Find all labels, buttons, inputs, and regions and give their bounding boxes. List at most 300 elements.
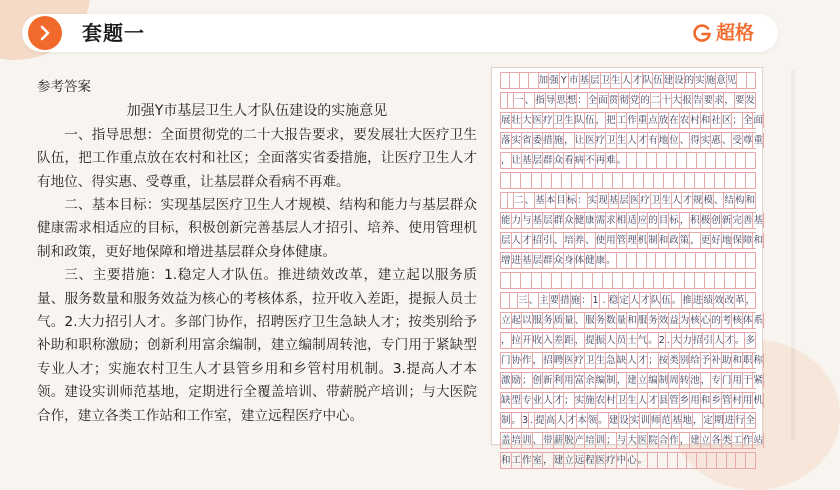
grid-cell: 让 bbox=[574, 135, 585, 146]
grid-cell: 难 bbox=[606, 155, 616, 166]
grid-cell: 富 bbox=[574, 375, 585, 386]
grid-cell: 给 bbox=[690, 355, 700, 366]
grid-cell bbox=[529, 73, 538, 88]
grid-cell: 招 bbox=[692, 335, 703, 346]
grid-row bbox=[500, 452, 756, 469]
grid-cell: ， bbox=[595, 115, 606, 126]
grid-cell: 乡 bbox=[679, 395, 690, 406]
grid-cell: 措 bbox=[543, 135, 553, 146]
grid-cell bbox=[603, 173, 613, 188]
grid-cell: 措 bbox=[560, 295, 570, 306]
grid-cell: 建 bbox=[690, 435, 700, 446]
grid-cell: 众 bbox=[553, 255, 564, 266]
grid-cell: 门 bbox=[721, 375, 732, 386]
grid-cell: 稳 bbox=[608, 295, 619, 306]
grid-cell: 核 bbox=[690, 315, 700, 326]
grid-cell: 施 bbox=[570, 295, 581, 306]
grid-cell: 政 bbox=[669, 235, 679, 246]
grid-cell: 激 bbox=[501, 375, 511, 386]
grid-cell: 人 bbox=[543, 395, 553, 406]
grid-cell bbox=[644, 173, 654, 188]
grid-cell: 卫 bbox=[600, 75, 611, 86]
grid-cell: 创 bbox=[711, 215, 721, 226]
grid-cell: 实 bbox=[587, 195, 598, 206]
grid-cell bbox=[697, 453, 707, 468]
grid-cell: ； bbox=[732, 115, 742, 126]
grid-cell: 疗 bbox=[606, 455, 616, 466]
grid-cell: 立 bbox=[501, 315, 511, 326]
grid-cell bbox=[726, 153, 736, 168]
grid-cell: 生 bbox=[564, 115, 574, 126]
grid-cell bbox=[501, 293, 510, 308]
grid-cell: 别 bbox=[679, 355, 690, 366]
grid-cell: 各 bbox=[711, 435, 721, 446]
grid-cell: 与 bbox=[616, 435, 627, 446]
grid-cell: 看 bbox=[564, 155, 574, 166]
grid-cell: 区 bbox=[721, 115, 732, 126]
grid-cell: 作 bbox=[669, 435, 679, 446]
grid-cell: ， bbox=[724, 95, 734, 106]
grid-cell: 重 bbox=[753, 135, 763, 146]
grid-cell: 用 bbox=[732, 375, 742, 386]
grid-cell: 入 bbox=[543, 335, 553, 346]
grid-cell: 。 bbox=[734, 335, 745, 346]
grid-cell: 量 bbox=[564, 315, 574, 326]
page-title: 套题一 bbox=[82, 21, 145, 45]
grid-cell: 实 bbox=[695, 75, 705, 86]
grid-cell: ， bbox=[501, 335, 511, 346]
grid-cell bbox=[552, 273, 562, 288]
grid-cell: 和 bbox=[700, 115, 711, 126]
grid-cell: 现 bbox=[598, 195, 608, 206]
grid-cell: 、 bbox=[524, 195, 535, 206]
grid-row bbox=[500, 72, 756, 89]
grid-cell: 才 bbox=[566, 415, 577, 426]
grid-cell: 高 bbox=[545, 415, 556, 426]
grid-cell bbox=[668, 453, 678, 468]
grid-cell: 身 bbox=[564, 255, 574, 266]
grid-cell bbox=[572, 273, 582, 288]
grid-cell: 疗 bbox=[543, 115, 553, 126]
grid-cell: 施 bbox=[553, 135, 564, 146]
grid-cell: 提 bbox=[535, 415, 545, 426]
grid-cell: 用 bbox=[606, 235, 616, 246]
grid-cell: 以 bbox=[522, 315, 532, 326]
grid-cell: 产 bbox=[574, 435, 585, 446]
grid-cell: 工 bbox=[511, 455, 522, 466]
grid-cell: 标 bbox=[669, 215, 679, 226]
grid-cell bbox=[737, 73, 746, 88]
grid-cell: 队 bbox=[574, 115, 585, 126]
grid-cell: 地 bbox=[682, 415, 692, 426]
grid-cell: 生 bbox=[616, 135, 627, 146]
grid-cell: 室 bbox=[532, 455, 543, 466]
grid-cell: 人 bbox=[629, 295, 640, 306]
grid-cell: 才 bbox=[522, 235, 532, 246]
grid-cell bbox=[674, 273, 684, 288]
grid-cell bbox=[510, 73, 519, 88]
grid-cell: 适 bbox=[627, 215, 637, 226]
grid-cell bbox=[687, 153, 697, 168]
grid-cell: 编 bbox=[648, 375, 658, 386]
grid-cell bbox=[706, 153, 716, 168]
grid-cell: 健 bbox=[585, 255, 595, 266]
grid-cell: 训 bbox=[640, 415, 650, 426]
grid-cell: 作 bbox=[742, 435, 753, 446]
grid-cell: 贯 bbox=[608, 95, 619, 106]
grid-row bbox=[500, 332, 756, 349]
grid-cell: 、 bbox=[532, 435, 543, 446]
scrollbar[interactable] bbox=[791, 70, 795, 440]
grid-cell: 医 bbox=[564, 355, 574, 366]
grid-cell: 导 bbox=[545, 95, 556, 106]
grid-cell: 管 bbox=[616, 235, 627, 246]
grid-cell bbox=[501, 93, 508, 108]
answer-grid bbox=[500, 72, 763, 472]
grid-row bbox=[500, 292, 756, 309]
grid-cell: 卫 bbox=[616, 395, 627, 406]
grid-cell bbox=[508, 93, 515, 108]
grid-cell: 人 bbox=[606, 335, 616, 346]
grid-cell: 相 bbox=[616, 215, 627, 226]
grid-cell bbox=[695, 173, 705, 188]
grid-cell: 提 bbox=[585, 335, 595, 346]
grid-cell: 服 bbox=[585, 315, 595, 326]
grid-row bbox=[500, 112, 763, 129]
grid-cell bbox=[736, 153, 746, 168]
grid-cell: ， bbox=[543, 455, 553, 466]
grid-cell: 用 bbox=[742, 395, 753, 406]
grid-cell: 壮 bbox=[511, 115, 522, 126]
grid-cell: 农 bbox=[679, 115, 690, 126]
grid-cell: 核 bbox=[732, 315, 742, 326]
grid-cell: 用 bbox=[564, 375, 574, 386]
grid-cell: 培 bbox=[564, 235, 574, 246]
grid-cell: 二 bbox=[514, 195, 524, 206]
grid-cell: ： bbox=[581, 295, 591, 306]
grid-cell bbox=[637, 253, 647, 268]
grid-cell: 卫 bbox=[553, 115, 564, 126]
grid-cell: 生 bbox=[627, 395, 637, 406]
grid-cell bbox=[746, 273, 756, 288]
grid-cell: 建 bbox=[627, 375, 637, 386]
grid-cell bbox=[637, 153, 647, 168]
document-title: 加强Y市基层卫生人才队伍建设的实施意见 bbox=[126, 103, 388, 120]
grid-cell: 多 bbox=[745, 335, 755, 346]
grid-cell: 差 bbox=[553, 335, 564, 346]
paragraph-main-measures: 三、主要措施：1.稳定人才队伍。推进绩效改革，建立起以服务质量、服务数量和服务效益为核心的考核体系，拉开收入差距，提振人员士气。2.大力招引人才。多部门协作，招聘医疗卫生急缺人才；按类别给予补助和职称激励；创新利用富余编制，建立编制周转池，专门用于紧缺型专业人才；实施农村卫生人才县管乡用和乡管村用机制。3.提高人才本领。建设实训师范基地，定期进行全覆盖培训、带薪脱产培训；与大医院合作，建立各类工作站和工作室，建立远程医疗中心。 bbox=[37, 267, 477, 424]
grid-cell bbox=[705, 273, 715, 288]
grid-cell bbox=[746, 453, 756, 468]
grid-cell: 面 bbox=[598, 95, 608, 106]
grid-cell: 才 bbox=[637, 135, 648, 146]
grid-cell: 管 bbox=[669, 395, 679, 406]
grid-cell bbox=[603, 273, 613, 288]
grid-cell: 、 bbox=[524, 95, 535, 106]
grid-cell: 职 bbox=[742, 355, 753, 366]
grid-cell: 合 bbox=[658, 435, 669, 446]
grid-cell: 善 bbox=[742, 215, 753, 226]
grid-cell: 省 bbox=[522, 135, 532, 146]
grid-row bbox=[500, 392, 763, 409]
grid-cell: 卫 bbox=[585, 355, 595, 366]
grid-cell bbox=[521, 273, 531, 288]
grid-cell: 力 bbox=[682, 335, 692, 346]
grid-cell: 进 bbox=[692, 295, 703, 306]
grid-cell bbox=[706, 253, 716, 268]
grid-cell bbox=[725, 273, 735, 288]
grid-cell: 气 bbox=[637, 335, 648, 346]
grid-cell bbox=[647, 253, 657, 268]
grid-cell: 转 bbox=[679, 375, 690, 386]
grid-cell: 基 bbox=[753, 215, 763, 226]
grid-cell: 委 bbox=[532, 135, 543, 146]
grid-cell: 效 bbox=[658, 315, 669, 326]
grid-cell bbox=[634, 173, 644, 188]
grid-cell bbox=[542, 173, 552, 188]
grid-cell: 拉 bbox=[511, 335, 522, 346]
grid-cell: ， bbox=[564, 135, 574, 146]
grid-cell: 建 bbox=[553, 455, 564, 466]
grid-cell: 展 bbox=[501, 115, 511, 126]
grid-cell: 求 bbox=[606, 215, 616, 226]
grid-cell: 工 bbox=[732, 435, 742, 446]
grid-cell: 基 bbox=[522, 255, 532, 266]
grid-row bbox=[500, 132, 763, 149]
grid-cell: 再 bbox=[595, 155, 606, 166]
grid-cell: 医 bbox=[585, 135, 595, 146]
grid-cell: 予 bbox=[700, 355, 711, 366]
grid-cell: 。 bbox=[598, 415, 608, 426]
grid-cell: 目 bbox=[556, 195, 566, 206]
reference-answer-label: 参考答案 bbox=[37, 79, 91, 95]
grid-cell: 、 bbox=[585, 235, 595, 246]
grid-cell: 队 bbox=[650, 295, 661, 306]
chevron-right-button[interactable] bbox=[28, 16, 62, 50]
grid-cell: 点 bbox=[648, 115, 658, 126]
grid-cell: 加 bbox=[538, 75, 549, 86]
grid-cell: 群 bbox=[553, 215, 564, 226]
grid-cell: 位 bbox=[669, 135, 679, 146]
grid-cell: 十 bbox=[661, 95, 671, 106]
grid-cell: 告 bbox=[692, 95, 703, 106]
grid-cell: 进 bbox=[511, 255, 522, 266]
grid-cell: 层 bbox=[532, 255, 543, 266]
grid-cell: ， bbox=[616, 375, 627, 386]
grid-cell: 模 bbox=[703, 195, 713, 206]
grid-cell: 招 bbox=[543, 355, 553, 366]
grid-cell bbox=[654, 273, 664, 288]
grid-cell: 的 bbox=[711, 315, 721, 326]
grid-cell: 和 bbox=[658, 235, 669, 246]
grid-cell bbox=[657, 153, 667, 168]
grid-cell: 立 bbox=[564, 455, 574, 466]
grid-cell: 意 bbox=[716, 75, 726, 86]
grid-cell: 务 bbox=[595, 315, 606, 326]
grid-cell: 开 bbox=[522, 335, 532, 346]
grid-cell: Y bbox=[560, 73, 569, 88]
grid-cell: 和 bbox=[732, 355, 742, 366]
grid-cell: 紧 bbox=[753, 375, 763, 386]
grid-cell bbox=[727, 453, 737, 468]
grid-cell: 余 bbox=[585, 375, 595, 386]
grid-cell bbox=[583, 273, 593, 288]
grid-cell bbox=[562, 273, 572, 288]
grid-cell bbox=[715, 273, 725, 288]
grid-cell bbox=[562, 173, 572, 188]
grid-cell: 作 bbox=[522, 355, 532, 366]
grid-cell bbox=[520, 73, 529, 88]
grid-cell bbox=[736, 173, 746, 188]
grid-cell: 院 bbox=[648, 435, 658, 446]
grid-cell: 康 bbox=[595, 255, 606, 266]
grid-cell: 医 bbox=[637, 435, 648, 446]
grid-cell: 极 bbox=[700, 215, 711, 226]
grid-cell: 地 bbox=[721, 235, 732, 246]
grid-cell: 推 bbox=[682, 295, 692, 306]
grid-cell: 师 bbox=[650, 415, 661, 426]
grid-cell: 本 bbox=[577, 415, 587, 426]
grid-cell bbox=[623, 173, 633, 188]
grid-cell: 层 bbox=[532, 155, 543, 166]
grid-cell: 康 bbox=[585, 215, 595, 226]
grid-cell: 众 bbox=[564, 215, 574, 226]
grid-cell: 生 bbox=[611, 75, 621, 86]
grid-cell: 类 bbox=[721, 435, 732, 446]
grid-cell: 进 bbox=[724, 415, 734, 426]
grid-cell: ， bbox=[532, 355, 543, 366]
grid-cell: . bbox=[529, 413, 535, 428]
grid-row bbox=[500, 312, 763, 329]
grid-cell bbox=[736, 253, 746, 268]
grid-cell: 。 bbox=[511, 415, 522, 426]
grid-cell: 才 bbox=[682, 195, 692, 206]
grid-cell: . bbox=[600, 293, 609, 308]
grid-cell: 3 bbox=[522, 415, 529, 426]
grid-cell: 的 bbox=[684, 75, 695, 86]
grid-cell: 设 bbox=[619, 415, 629, 426]
grid-row bbox=[500, 352, 763, 369]
grid-cell: 更 bbox=[700, 235, 711, 246]
grid-cell: 要 bbox=[703, 95, 713, 106]
grid-cell: 于 bbox=[742, 375, 753, 386]
grid-cell: 伍 bbox=[661, 295, 671, 306]
grid-cell: 脱 bbox=[564, 435, 574, 446]
grid-row bbox=[500, 252, 756, 269]
grid-cell: 制 bbox=[648, 235, 658, 246]
grid-cell: 全 bbox=[745, 415, 755, 426]
grid-cell: 放 bbox=[658, 115, 669, 126]
grid-cell: 带 bbox=[543, 435, 553, 446]
grid-cell: 市 bbox=[568, 75, 579, 86]
grid-cell: 利 bbox=[553, 375, 564, 386]
grid-cell: 实 bbox=[574, 395, 585, 406]
grid-cell: 薪 bbox=[553, 435, 564, 446]
grid-row bbox=[500, 232, 763, 249]
grid-cell: 称 bbox=[753, 355, 763, 366]
grid-cell: 实 bbox=[511, 135, 522, 146]
grid-cell: . bbox=[666, 333, 672, 348]
grid-cell: 聘 bbox=[553, 355, 564, 366]
grid-cell: 保 bbox=[732, 235, 742, 246]
grid-cell: 能 bbox=[501, 215, 511, 226]
grid-cell bbox=[695, 273, 705, 288]
grid-cell: 按 bbox=[658, 355, 669, 366]
grid-cell bbox=[687, 453, 697, 468]
grid-cell: ， bbox=[745, 295, 756, 306]
grid-cell: 才 bbox=[637, 355, 648, 366]
grid-cell bbox=[532, 173, 542, 188]
grid-cell: 用 bbox=[690, 395, 700, 406]
grid-cell: 服 bbox=[532, 315, 543, 326]
grid-cell bbox=[697, 153, 707, 168]
grid-cell: 。 bbox=[671, 295, 682, 306]
grid-cell: 基 bbox=[535, 195, 545, 206]
grid-cell bbox=[746, 253, 756, 268]
grid-cell: 基 bbox=[579, 75, 590, 86]
answer-sheet-image bbox=[491, 67, 763, 466]
grid-cell: 、 bbox=[721, 135, 732, 146]
grid-cell: 。 bbox=[648, 335, 658, 346]
grid-cell: 设 bbox=[674, 75, 684, 86]
grid-row bbox=[500, 372, 763, 389]
grid-cell: 1 bbox=[592, 295, 599, 306]
grid-cell: 2 bbox=[658, 335, 665, 346]
grid-cell bbox=[725, 173, 735, 188]
grid-cell: 引 bbox=[703, 335, 713, 346]
grid-cell: 需 bbox=[595, 215, 606, 226]
grid-cell: 本 bbox=[545, 195, 556, 206]
grid-cell: 才 bbox=[724, 335, 734, 346]
grid-cell bbox=[654, 173, 664, 188]
grid-cell: 心 bbox=[627, 455, 637, 466]
grid-row bbox=[500, 92, 756, 109]
grid-cell bbox=[501, 273, 511, 288]
grid-cell: ， bbox=[700, 375, 711, 386]
grid-cell: 人 bbox=[627, 135, 637, 146]
grid-cell: 中 bbox=[616, 455, 627, 466]
grid-cell: 质 bbox=[553, 315, 564, 326]
grid-cell: 养 bbox=[574, 235, 585, 246]
grid-cell: 基 bbox=[522, 155, 532, 166]
grid-cell: 村 bbox=[606, 395, 616, 406]
grid-cell: 才 bbox=[553, 395, 564, 406]
grid-cell: 大 bbox=[671, 95, 682, 106]
grid-cell: 人 bbox=[671, 195, 682, 206]
grid-cell: 应 bbox=[637, 215, 648, 226]
grid-cell: 人 bbox=[637, 395, 648, 406]
grid-cell: 。 bbox=[606, 255, 616, 266]
grid-cell bbox=[674, 173, 684, 188]
grid-cell: 不 bbox=[585, 155, 595, 166]
grid-cell: 疗 bbox=[574, 355, 585, 366]
grid-cell: 目 bbox=[658, 215, 669, 226]
grid-cell: 训 bbox=[595, 435, 606, 446]
grid-cell: 建 bbox=[608, 415, 619, 426]
paragraph-basic-goal: 二、基本目标：实现基层医疗卫生人才规模、结构和能力与基层群众健康需求相适应的目标，积极创新完善基层人才招引、培养、使用管理机制和政策，更好地保障和增进基层群众身体健康。 bbox=[37, 197, 477, 260]
grid-cell: 实 bbox=[629, 415, 640, 426]
grid-cell: ： bbox=[577, 95, 587, 106]
grid-cell: 、 bbox=[713, 195, 724, 206]
grid-cell: 策 bbox=[679, 235, 690, 246]
grid-cell: 业 bbox=[532, 395, 543, 406]
grid-cell: 盖 bbox=[501, 435, 511, 446]
grid-cell: 大 bbox=[522, 115, 532, 126]
grid-cell: ， bbox=[690, 235, 700, 246]
grid-cell: 理 bbox=[627, 235, 637, 246]
grid-cell bbox=[664, 273, 674, 288]
grid-cell: 农 bbox=[595, 395, 606, 406]
